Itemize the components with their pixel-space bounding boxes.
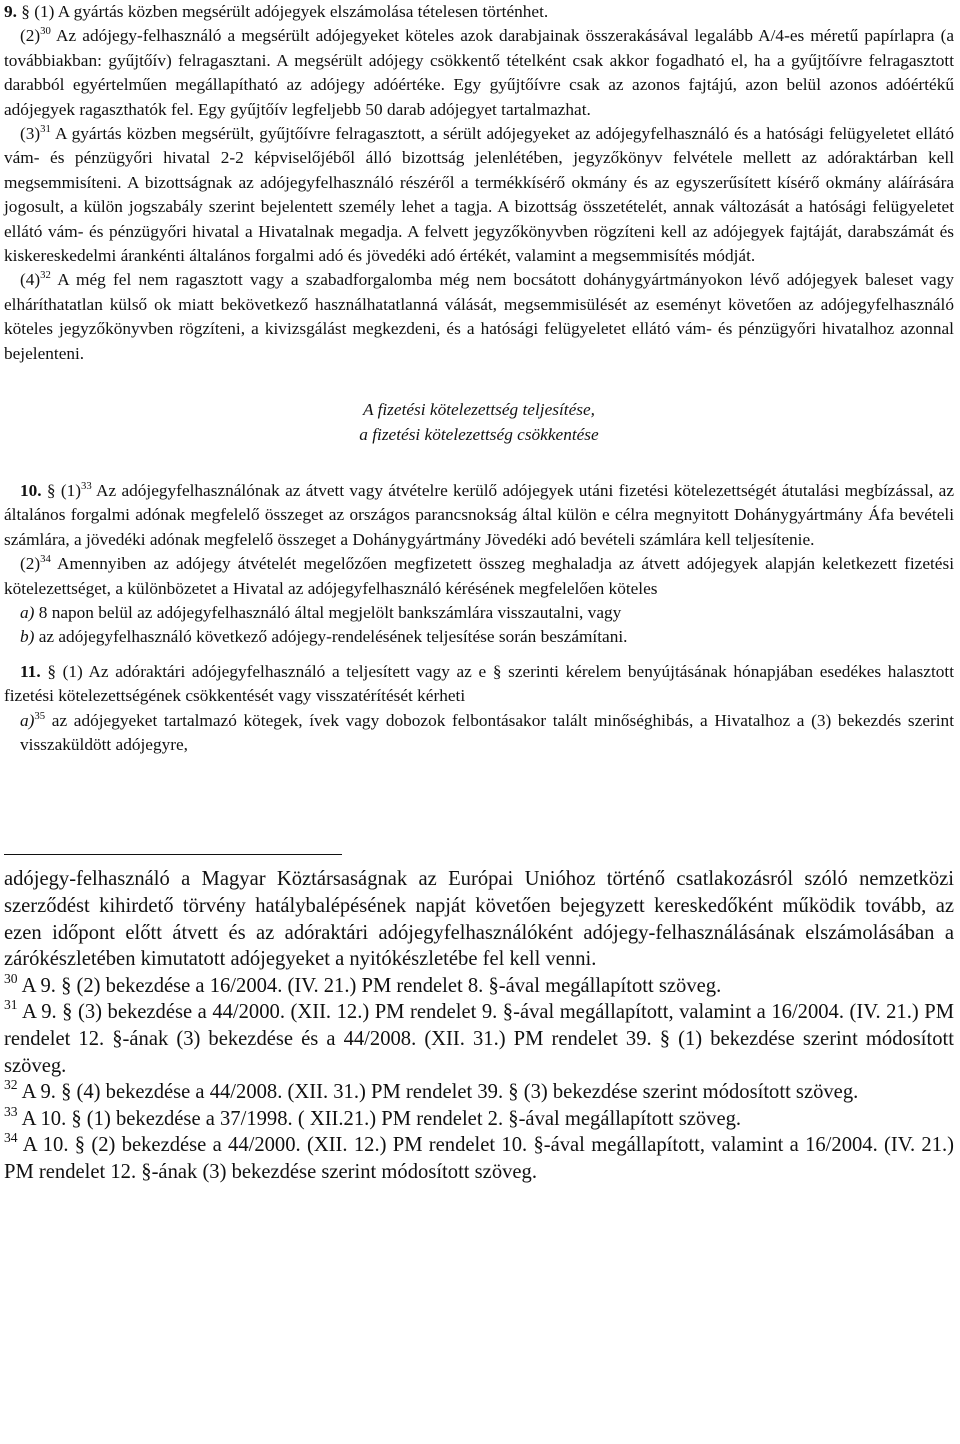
section-9-paragraph-1	[4, 0, 954, 24]
footnote-ref[interactable]: 30	[40, 25, 51, 38]
footnote-number: 31	[4, 997, 18, 1013]
paragraph-number: (1)	[60, 480, 81, 500]
footnote-number: 32	[4, 1077, 18, 1093]
section-9-paragraph-2	[4, 24, 954, 122]
footnote-continuation: adójegy-felhasználó a Magyar Köztársaságnak az Európai Unióhoz történő csatlakozásról szóló nemzetközi szerződést kihirdető törvény hatálybalépésének napját követően bejegyzett kereskedőként működik tovább, az ezen időpont előtt átvett és az adóraktári adójegyfelhasználóként adójegy-felhasználásának elszámolásában a zárókészletében kimutatott adójegyeket a nyitókészletébe fel kell venni.	[4, 868, 954, 971]
item-text: az adójegyfelhasználó következő adójegy-rendelésének teljesítése során beszámítani.	[34, 627, 628, 647]
footnote-ref[interactable]: 32	[40, 269, 51, 282]
main-text	[4, 0, 954, 757]
footnote-number: 34	[4, 1130, 18, 1146]
footnote-31	[4, 999, 954, 1079]
heading-line-2: a fizetési kötelezettség csökkentése	[359, 424, 599, 444]
footnote-ref[interactable]: 31	[40, 123, 51, 136]
paragraph-text: Az adójegyfelhasználónak az átvett vagy átvételre kerülő adójegyek utáni fizetési kötelezettségét átutalási megbízással, az általános forgalmi adónak megfelelő összeget az országos parancsnokság által külön e célra megnyitott Dohánygyártmány Áfa bevételi számlára, a jövedéki adónak megfelelő összeget a Dohánygyártmány Jövedéki adó bevételi számlára kell teljesítenie.	[4, 480, 955, 549]
footnote-ref[interactable]: 35	[34, 709, 46, 722]
paragraph-number: (2)	[20, 554, 41, 574]
footnote-33	[4, 1103, 954, 1133]
item-text: az adójegyeket tartalmazó kötegek, ívek vagy dobozok felbontásakor talált minőséghibás, a Hivatalhoz a (3) bekezdés szerint visszaküldött adójegyre,	[20, 710, 954, 754]
item-label: b)	[20, 627, 35, 647]
footnote-number: 30	[4, 970, 18, 986]
list-item-b	[4, 625, 954, 649]
paragraph-text: A még fel nem ragasztott vagy a szabadforgalomba még nem bocsátott dohánygyártmányokon lévő adójegyek baleset vagy elháríthatatlan külső ok miatt bekövetkező használhatatlanná válását, megsemmisülését az eseményt követően az adójegyfelhasználó köteles jegyzőkönyvben rögzíteni, a kivizsgálást megkezdeni, és a hatósági felügyeletet ellátó vám- és pénzügyőri hivatalhoz azonnal bejelenteni.	[4, 270, 954, 363]
paragraph-number: (3)	[20, 124, 41, 144]
section-number: 9.	[4, 2, 17, 21]
paragraph-text: Az adójegy-felhasználó a megsérült adójegyeket köteles azok darabjainak összerakásával legalább A/4-es méretű papírlapra (a továbbiakban: gyűjtőív) felragasztani. A megsérült adójegy csökkentő tételként csak akkor fogadható el, ha a gyűjtőívre felragasztott darabból egyértelműen megállapítható az adójegy adóértéke. Egy gyűjtőívre csak az azonos fajtájú, azon belül azonos adóértékű adójegyek ragaszthatók fel. Egy gyűjtőív legfeljebb 50 darab adójegyet tartalmazhat.	[4, 26, 954, 119]
section-9-paragraph-3	[4, 122, 954, 268]
footnote-number: 33	[4, 1103, 18, 1119]
footnote-ref[interactable]: 33	[81, 479, 92, 492]
list-item-a	[4, 601, 954, 625]
footnote-ref[interactable]: 34	[40, 553, 51, 566]
list-item-a	[4, 709, 954, 758]
paragraph-text: (1) A gyártás közben megsérült adójegyek elszámolása tételesen történhet.	[34, 2, 549, 21]
paragraph-number: (4)	[20, 270, 41, 290]
section-number: 11.	[20, 661, 41, 681]
footnote-32	[4, 1079, 954, 1106]
section-sign: §	[46, 480, 56, 500]
footnote-30	[4, 970, 954, 1000]
paragraph-text: (1) Az adóraktári adójegyfelhasználó a teljesített vagy az e § szerinti kérelem benyújtásának hónapjában esedékes halasztott fizetési kötelezettségének csökkentését vagy visszatérítését kérheti	[4, 661, 954, 706]
footnote-separator-wrap	[4, 854, 954, 855]
section-number: 10.	[20, 480, 42, 500]
footnotes	[4, 866, 954, 1185]
section-10-paragraph-2	[4, 552, 954, 601]
paragraph-text: Amennyiben az adójegy átvételét megelőzően megfizetett összeg meghaladja az átvett adójegyek alapján keletkezett fizetési kötelezettséget, a különbözetet a Hivatal az adójegyfelhasználó kérésének megfelelően köteles	[4, 554, 954, 598]
section-9-paragraph-4	[4, 268, 954, 366]
paragraph-text: A gyártás közben megsérült, gyűjtőívre felragasztott, a sérült adójegyeket az adójegyfelhasználó és a hatósági felügyeletet ellátó vám- és pénzügyőri hivatal 2-2 képviselőjéből álló bizottság jelenlétében, jegyzőkönyv felvétele mellett az adóraktárban kell megsemmisíteni. A bizottságnak az adójegyfelhasználó részéről a termékkísérő okmány és az egyszerűsített kísérő okmány aláírására jogosult, a külön jogszabály szerint bejelentett személy lehet a tagja. A bizottság összetételét, annak változását a hatósági felügyeletet ellátó vám- és pénzügyőri hivatal a Hivatalnak megadja. A felvett jegyzőkönyvben rögzíteni kell az adójegyek fajtáját, darabszámát és kiskereskedelmi árankénti általános forgalmi adó és jövedéki adó értékét, valamint a megsemmisítés módját.	[4, 124, 954, 266]
footnote-text: A 9. § (2) bekezdése a 16/2004. (IV. 21.) PM rendelet 8. §-ával megállapított szöveg.	[17, 974, 722, 997]
item-label: a)	[20, 710, 35, 730]
section-11-paragraph-1	[4, 660, 954, 709]
section-sign: §	[47, 661, 56, 681]
footnote-text: A 10. § (1) bekezdése a 37/1998. ( XII.21.) PM rendelet 2. §-ával megállapított szöveg.	[17, 1107, 742, 1130]
section-sign: §	[21, 2, 30, 21]
heading-line-1: A fizetési kötelezettség teljesítése,	[363, 400, 595, 420]
subtitle-heading	[4, 398, 954, 447]
footnote-text: A 10. § (2) bekezdése a 44/2000. (XII. 12.) PM rendelet 10. §-ával megállapított, valamint a 16/2004. (IV. 21.) PM rendelet 12. §-ának (3) bekezdése szerint módosított szöveg.	[4, 1134, 954, 1183]
footnote-text: A 9. § (3) bekezdése a 44/2000. (XII. 12.) PM rendelet 9. §-ával megállapított, valamint a 16/2004. (IV. 21.) PM rendelet 12. §-ának (3) bekezdése és a 44/2008. (XII. 31.) PM rendelet 39. § (1) bekezdése szerint módosított szöveg.	[4, 1001, 954, 1077]
footnote-text: A 9. § (4) bekezdése a 44/2008. (XII. 31.) PM rendelet 39. § (3) bekezdése szerint módosított szöveg.	[17, 1081, 859, 1104]
item-text: 8 napon belül az adójegyfelhasználó által megjelölt bankszámlára visszautalni, vagy	[34, 602, 622, 622]
item-label: a)	[20, 602, 35, 622]
footnote-34	[4, 1132, 954, 1185]
paragraph-number: (2)	[20, 26, 41, 46]
section-10-paragraph-1	[4, 479, 954, 552]
document-page	[4, 0, 954, 1186]
footnote-separator	[4, 854, 342, 855]
